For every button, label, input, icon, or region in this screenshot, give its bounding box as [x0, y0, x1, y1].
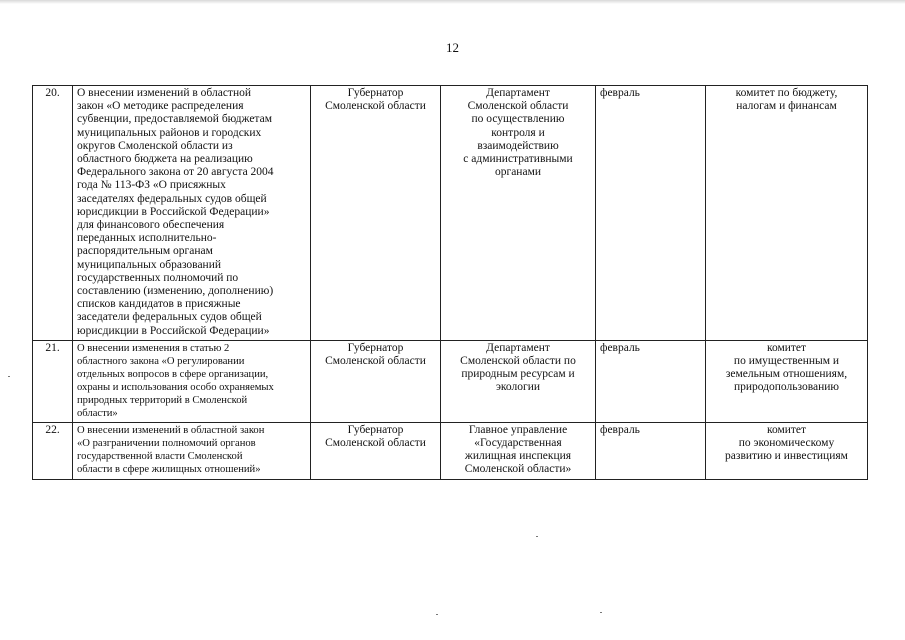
submission-month: февраль	[596, 86, 706, 341]
bill-title: О внесении изменения в статью 2 областного закона «О регулировании отдельных вопросов в сфере организации, охраны и использования особо охраняемых природных территорий в Смоленской области»	[73, 340, 311, 422]
duma-committee: комитет по бюджету, налогам и финансам	[706, 86, 868, 341]
row-number: 20.	[33, 86, 73, 341]
scan-speck	[8, 376, 10, 377]
bill-author: Губернатор Смоленской области	[311, 86, 441, 341]
table-row	[33, 86, 868, 341]
submission-month: февраль	[596, 422, 706, 479]
row-number: 22.	[33, 422, 73, 479]
bill-title: О внесении изменений в областной закон «О методике распределения субвенции, предоставляемой бюджетам муниципальных районов и городских округов Смоленской области из областного бюджета на реализацию Федерального закона от 20 августа 2004 года № 113-ФЗ «О присяжных заседателях федеральных судов общей юрисдикции в Российской Федерации» для финансового обеспечения переданных исполнительно- распорядительным органам муниципальных образований государственных полномочий по составлению (изменению, дополнению) списков кандидатов в присяжные заседатели федеральных судов общей юрисдикции в Российской Федерации»	[73, 86, 311, 341]
responsible-body: Департамент Смоленской области по природным ресурсам и экологии	[441, 340, 596, 422]
legislative-plan-table	[32, 85, 868, 480]
table-row	[33, 340, 868, 422]
duma-committee: комитет по имущественным и земельным отношениям, природопользованию	[706, 340, 868, 422]
submission-month: февраль	[596, 340, 706, 422]
scan-speck	[600, 612, 602, 613]
page-number: 12	[446, 40, 459, 55]
scan-speck	[536, 536, 538, 537]
bill-author: Губернатор Смоленской области	[311, 422, 441, 479]
scan-top-edge	[0, 0, 905, 4]
scan-speck	[436, 614, 438, 615]
bill-title: О внесении изменений в областной закон «О разграничении полномочий органов государственной власти Смоленской области в сфере жилищных отношений»	[73, 422, 311, 479]
responsible-body: Департамент Смоленской области по осуществлению контроля и взаимодействию с административными органами	[441, 86, 596, 341]
row-number: 21.	[33, 340, 73, 422]
duma-committee: комитет по экономическому развитию и инвестициям	[706, 422, 868, 479]
responsible-body: Главное управление «Государственная жилищная инспекция Смоленской области»	[441, 422, 596, 479]
bill-author: Губернатор Смоленской области	[311, 340, 441, 422]
table-row	[33, 422, 868, 479]
